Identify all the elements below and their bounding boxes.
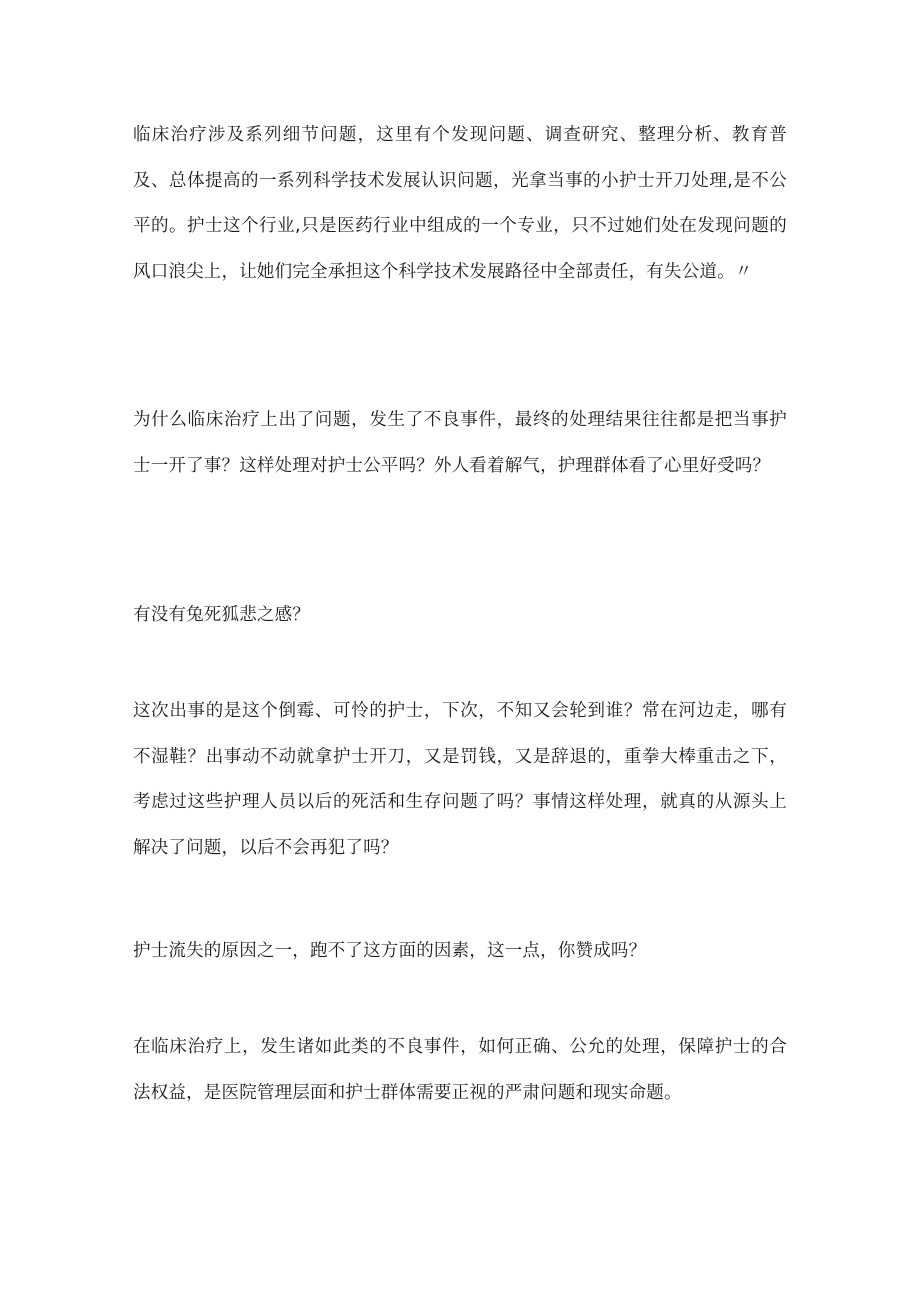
paragraph-1: 临床治疗涉及系列细节问题，这里有个发现问题、调查研究、整理分析、教育普及、总体提高的一系列科学技术发展认识问题，光拿当事的小护士开刀处理,是不公平的。护士这个行业,只是医药行业中组成的一个专业，只不过她们处在发现问题的风口浪尖上，让她们完全承担这个科学技术发展路径中全部责任，有失公道。〃 <box>133 125 787 282</box>
paragraph-4: 这次出事的是这个倒霉、可怜的护士，下次，不知又会轮到谁？常在河边走，哪有不湿鞋？出事动不动就拿护士开刀，又是罚钱，又是辞退的，重拳大棒重击之下，考虑过这些护理人员以后的死活和生存问题了吗？事情这样处理，就真的从源头上解决了问题，以后不会再犯了吗？ <box>133 701 787 858</box>
paragraph-3: 有没有兔死狐悲之感？ <box>133 605 310 625</box>
paragraph-6: 在临床治疗上，发生诸如此类的不良事件，如何正确、公允的处理，保障护士的合法权益，是医院管理层面和护士群体需要正视的严肃问题和现实命题。 <box>133 1037 787 1103</box>
paragraph-2: 为什么临床治疗上出了问题，发生了不良事件，最终的处理结果往往都是把当事护士一开了事？这样处理对护士公平吗？外人看着解气，护理群体看了心里好受吗？ <box>133 410 787 476</box>
paragraph-5: 护士流失的原因之一，跑不了这方面的因素，这一点，你赞成吗？ <box>133 941 647 961</box>
